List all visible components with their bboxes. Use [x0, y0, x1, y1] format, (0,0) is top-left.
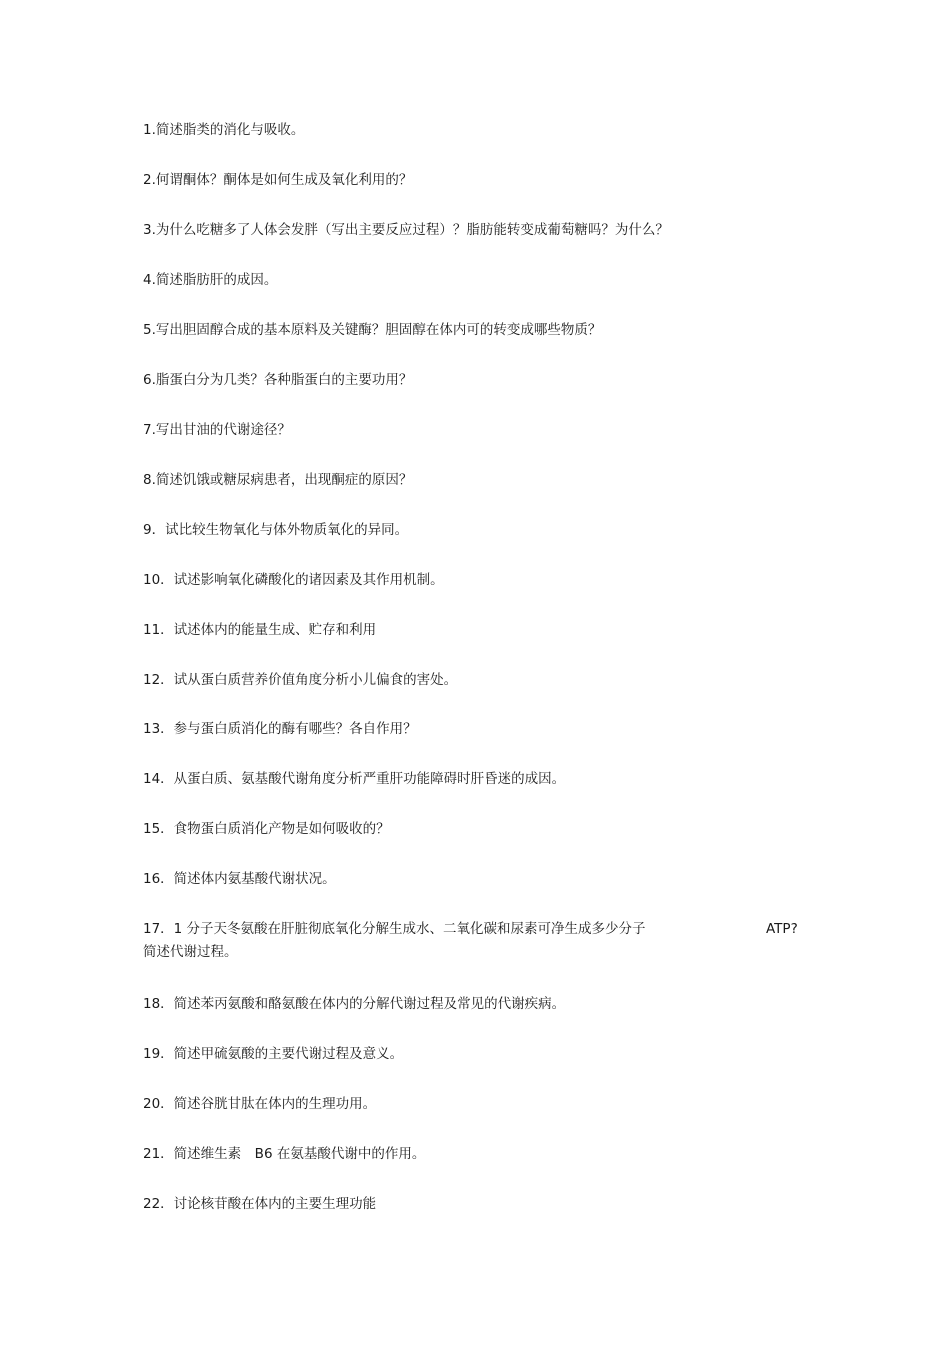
question-17-atp: ATP?: [766, 921, 798, 937]
question-1: 1.简述脂类的消化与吸收。: [143, 122, 305, 138]
question-22: 22．讨论核苷酸在体内的主要生理功能: [143, 1196, 377, 1212]
question-10: 10．试述影响氧化磷酸化的诸因素及其作用机制。: [143, 572, 444, 588]
question-17-line-1: 17．1 分子天冬氨酸在肝脏彻底氧化分解生成水、二氧化碳和尿素可净生成多少分子: [143, 921, 646, 937]
question-11: 11．试述体内的能量生成、贮存和利用: [143, 622, 377, 638]
question-9: 9．试比较生物氧化与体外物质氧化的异同。: [143, 522, 409, 538]
question-5: 5.写出胆固醇合成的基本原料及关键酶？胆固醇在体内可的转变成哪些物质？: [143, 322, 602, 338]
question-2: 2.何谓酮体？酮体是如何生成及氧化利用的？: [143, 172, 413, 188]
question-18: 18．简述苯丙氨酸和酪氨酸在体内的分解代谢过程及常见的代谢疾病。: [143, 996, 566, 1012]
question-19: 19．简述甲硫氨酸的主要代谢过程及意义。: [143, 1046, 404, 1062]
question-14: 14．从蛋白质、氨基酸代谢角度分析严重肝功能障碍时肝昏迷的成因。: [143, 771, 566, 787]
question-20: 20．简述谷胱甘肽在体内的生理功用。: [143, 1096, 377, 1112]
question-13: 13．参与蛋白质消化的酶有哪些？各自作用？: [143, 721, 417, 737]
question-3: 3.为什么吃糖多了人体会发胖（写出主要反应过程）？脂肪能转变成葡萄糖吗？为什么？: [143, 222, 669, 238]
question-6: 6.脂蛋白分为几类？各种脂蛋白的主要功用？: [143, 372, 413, 388]
question-8: 8.简述饥饿或糖尿病患者，出现酮症的原因？: [143, 472, 413, 488]
question-17-line-2: 简述代谢过程。: [143, 944, 238, 960]
question-7: 7.写出甘油的代谢途径？: [143, 422, 291, 438]
question-16: 16．简述体内氨基酸代谢状况。: [143, 871, 336, 887]
question-4: 4.简述脂肪肝的成因。: [143, 272, 278, 288]
question-12: 12．试从蛋白质营养价值角度分析小儿偏食的害处。: [143, 672, 458, 688]
question-21: 21．简述维生素 B6 在氨基酸代谢中的作用。: [143, 1146, 426, 1162]
question-15: 15．食物蛋白质消化产物是如何吸收的？: [143, 821, 390, 837]
